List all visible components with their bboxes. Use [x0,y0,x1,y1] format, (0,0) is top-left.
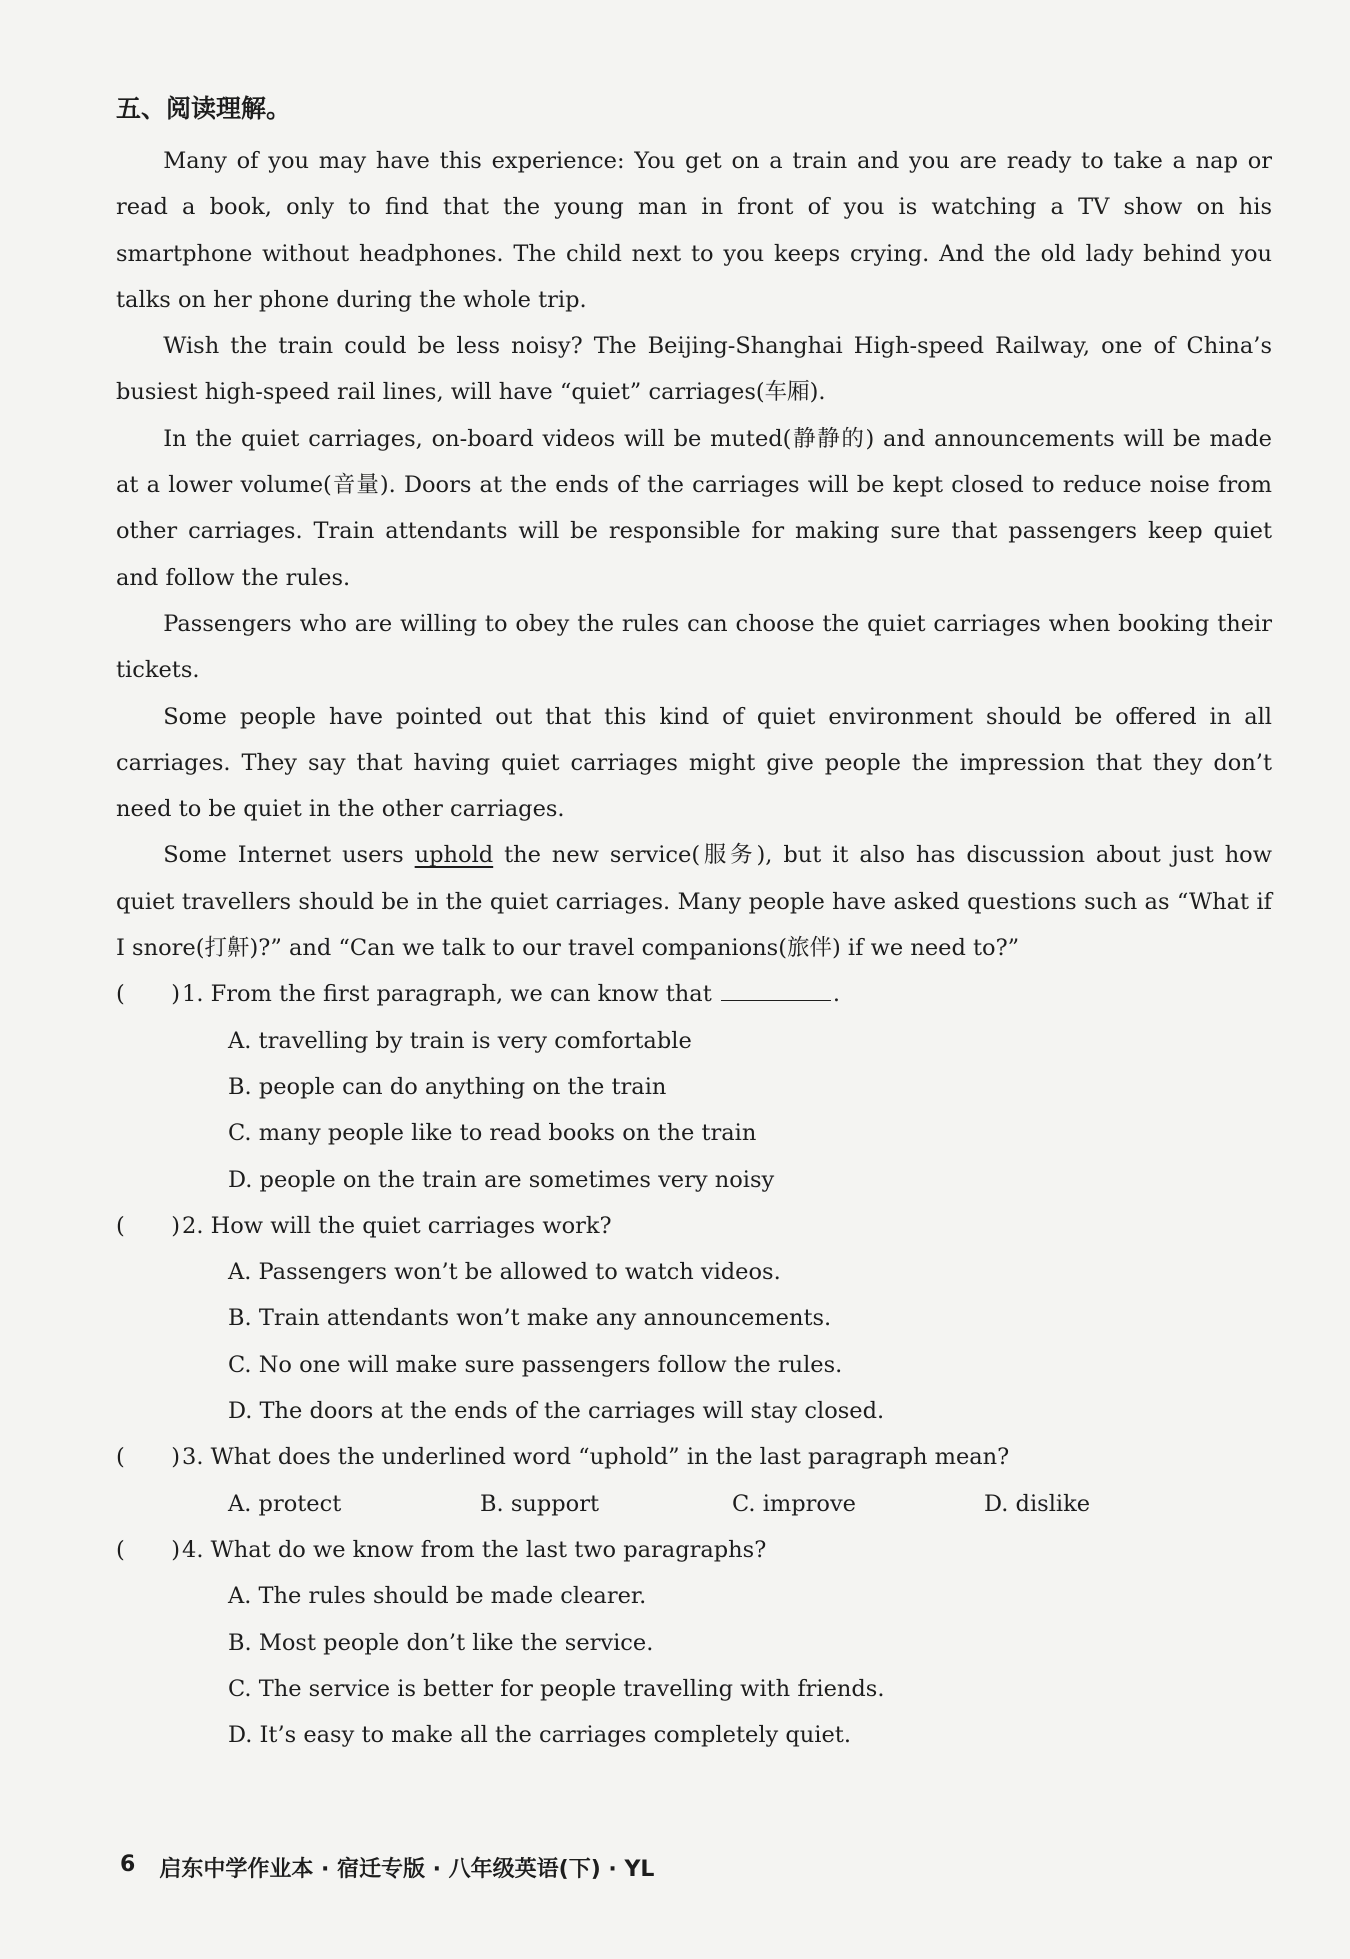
option-d[interactable]: D. people on the train are sometimes very noisy [228,1166,775,1193]
option-d[interactable]: D. dislike [984,1490,1091,1517]
section-title: 五、阅读理解。 [116,94,292,123]
question-stem: ( ) 3. What does the underlined word “uphold” in the last paragraph mean? [116,1434,1272,1480]
option-a[interactable]: A. travelling by train is very comfortable [228,1027,692,1054]
answer-bracket[interactable]: ( ) [116,1212,180,1239]
option-c[interactable]: C. No one will make sure passengers follow the rules. [228,1351,843,1378]
passage-paragraph: Many of you may have this experience: You get on a train and you are ready to take a nap or read a book, only to find that the young man in front of you is watching a TV show on his smartphone without headphones. The child next to you keeps crying. And the old lady behind you talks on her phone during the whole trip. [116,148,1272,313]
answer-bracket[interactable]: ( ) [116,981,180,1008]
option-c[interactable]: C. The service is better for people travelling with friends. [228,1675,885,1702]
answer-bracket[interactable]: ( ) [116,1444,180,1471]
option-c[interactable]: C. many people like to read books on the train [228,1120,757,1147]
passage-paragraph: In the quiet carriages, on-board videos will be muted(静静的) and announcements will be made at a lower volume(音量). Doors at the ends of the carriages will be kept closed to reduce noise from other carriages. Train attendants will be responsible for making sure that passengers keep quiet and follow the rules. [116,425,1272,591]
question-1 [116,971,1272,1202]
answer-blank[interactable] [721,972,831,1001]
option-a[interactable]: A. Passengers won’t be allowed to watch videos. [228,1259,781,1286]
option-a[interactable]: A. protect [228,1490,342,1517]
passage-paragraph: Wish the train could be less noisy? The Beijing-Shanghai High-speed Railway, one of China’s busiest high-speed rail lines, will have “quiet” carriages(车厢). [116,333,1272,406]
question-2 [116,1203,1272,1434]
question-4 [116,1527,1272,1758]
option-b[interactable]: B. people can do anything on the train [228,1073,667,1100]
book-title: 启东中学作业本 · 宿迁专版 · 八年级英语(下) · YL [159,1857,655,1882]
reading-passage [116,138,1272,971]
passage-paragraph: Some people have pointed out that this kind of quiet environment should be offered in all carriages. They say that having quiet carriages might give people the impression that they don’t need to be quiet in the other carriages. [116,703,1272,823]
question-stem: ( ) 2. How will the quiet carriages work? [116,1203,1272,1249]
question-stem: ( ) 4. What do we know from the last two paragraphs? [116,1527,1272,1573]
option-b[interactable]: B. Train attendants won’t make any announcements. [228,1305,832,1332]
option-b[interactable]: B. Most people don’t like the service. [228,1629,654,1656]
page-number: 6 [120,1852,136,1877]
option-b[interactable]: B. support [480,1490,600,1517]
option-row [116,1481,1272,1527]
paragraph-text: the new service(服务), but it also has discussion about just how quiet travellers should be in the quiet carriages. Many people have asked questions such as “What if I snore(打鼾)?” and “Can we talk to our travel companions(旅伴) if we need to?” [116,842,1272,962]
option-c[interactable]: C. improve [732,1490,856,1517]
underlined-word: uphold [414,842,494,869]
question-stem: ( ) 1. From the first paragraph, we can know that . [116,971,1272,1017]
answer-bracket[interactable]: ( ) [116,1536,180,1563]
question-3 [116,1434,1272,1527]
option-d[interactable]: D. It’s easy to make all the carriages completely quiet. [228,1722,851,1749]
option-a[interactable]: A. The rules should be made clearer. [228,1583,647,1610]
paragraph-text: Some Internet users [163,842,415,869]
option-d[interactable]: D. The doors at the ends of the carriages will stay closed. [228,1398,885,1425]
page-footer [120,1852,654,1883]
passage-paragraph: Passengers who are willing to obey the rules can choose the quiet carriages when booking their tickets. [116,610,1272,684]
passage-paragraph-last [116,832,1272,971]
